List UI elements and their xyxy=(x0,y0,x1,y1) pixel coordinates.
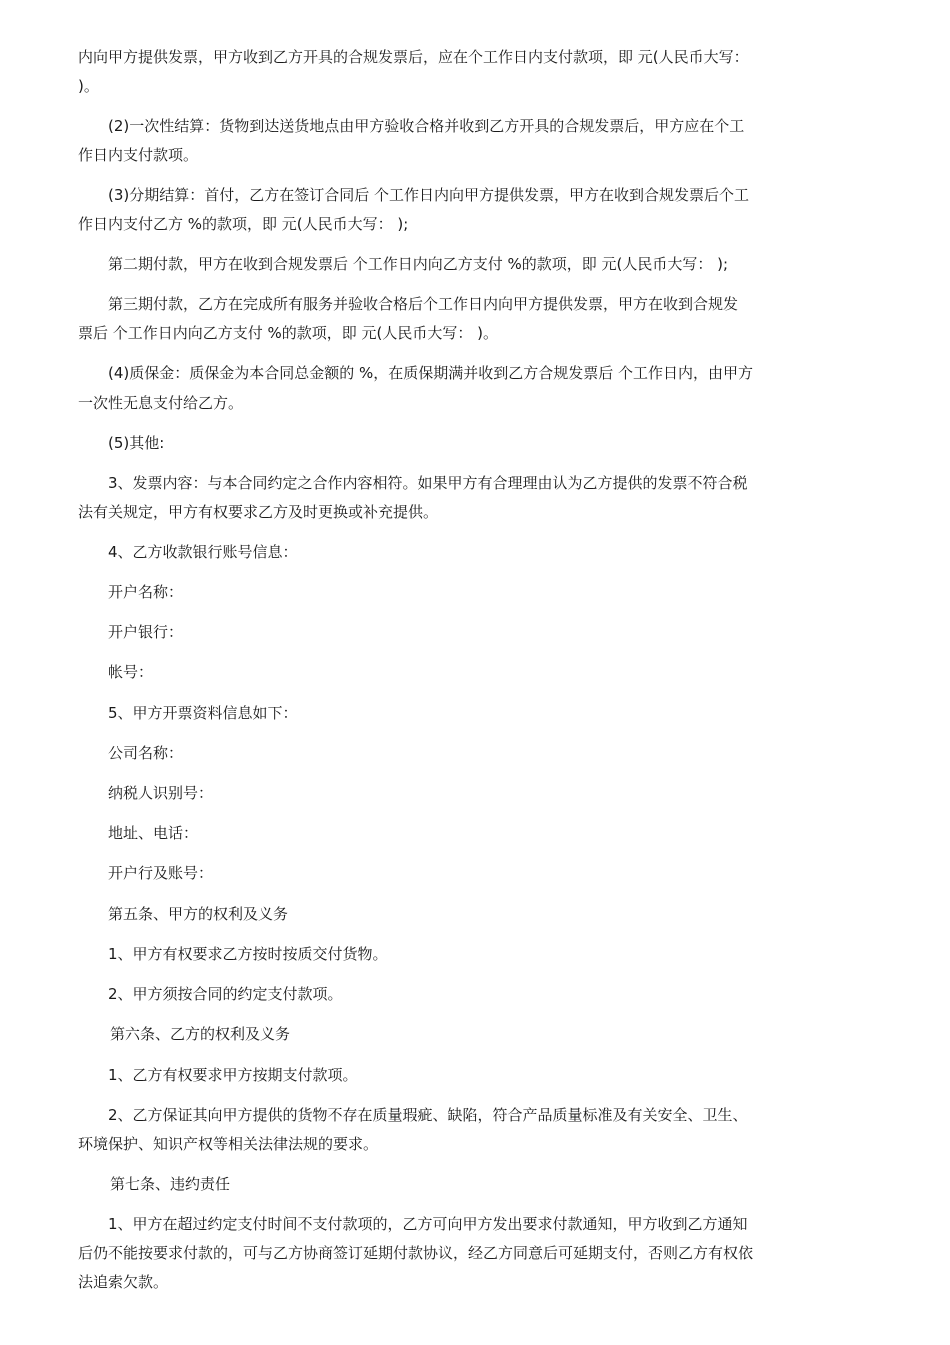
text-line: 一次性无息支付给乙方。 xyxy=(78,394,244,412)
section-heading: 第七条、违约责任 xyxy=(110,1175,231,1193)
text-line: 4、乙方收款银行账号信息： xyxy=(108,543,298,561)
text-line: 第二期付款，甲方在收到合规发票后 个工作日内向乙方支付 %的款项，即 元(人民币大写： ); xyxy=(108,255,729,273)
text-line: (2)一次性结算：货物到达送货地点由甲方验收合格并收到乙方开具的合规发票后，甲方应在个工 xyxy=(108,117,745,135)
text-line: 2、甲方须按合同的约定支付款项。 xyxy=(108,985,343,1003)
text-line: (3)分期结算：首付，乙方在签订合同后 个工作日内向甲方提供发票，甲方在收到合规发票后个工 xyxy=(108,186,750,204)
text-line: )。 xyxy=(78,77,99,95)
section-heading: 第五条、甲方的权利及义务 xyxy=(108,905,289,923)
text-line: 作日内支付款项。 xyxy=(78,146,199,164)
text-line: 第三期付款，乙方在完成所有服务并验收合格后个工作日内向甲方提供发票，甲方在收到合规发 xyxy=(108,295,739,313)
text-line: 地址、电话： xyxy=(108,824,199,842)
text-line: 法有关规定，甲方有权要求乙方及时更换或补充提供。 xyxy=(78,503,439,521)
text-line: 法追索欠款。 xyxy=(78,1273,169,1291)
text-line: 后仍不能按要求付款的，可与乙方协商签订延期付款协议，经乙方同意后可延期支付，否则乙方有权依 xyxy=(78,1244,754,1262)
text-line: 1、甲方有权要求乙方按时按质交付货物。 xyxy=(108,945,388,963)
text-line: 5、甲方开票资料信息如下： xyxy=(108,704,298,722)
text-line: 1、甲方在超过约定支付时间不支付款项的，乙方可向甲方发出要求付款通知，甲方收到乙方通知 xyxy=(108,1215,748,1233)
text-line: (5)其他: xyxy=(108,434,165,452)
text-line: 作日内支付乙方 %的款项，即 元(人民币大写： ); xyxy=(78,215,409,233)
text-line: 公司名称： xyxy=(108,744,184,762)
text-line: 票后 个工作日内向乙方支付 %的款项，即 元(人民币大写： )。 xyxy=(78,324,499,342)
text-line: 帐号： xyxy=(108,663,154,681)
text-line: 纳税人识别号： xyxy=(108,784,214,802)
text-line: 开户名称： xyxy=(108,583,184,601)
text-line: 开户行及账号： xyxy=(108,864,214,882)
text-line: 开户银行： xyxy=(108,623,184,641)
text-line: 2、乙方保证其向甲方提供的货物不存在质量瑕疵、缺陷，符合产品质量标准及有关安全、卫生、 xyxy=(108,1106,748,1124)
text-line: 环境保护、知识产权等相关法律法规的要求。 xyxy=(78,1135,379,1153)
section-heading: 第六条、乙方的权利及义务 xyxy=(110,1025,291,1043)
text-line: 3、发票内容：与本合同约定之合作内容相符。如果甲方有合理理由认为乙方提供的发票不符合税 xyxy=(108,474,748,492)
text-line: 1、乙方有权要求甲方按期支付款项。 xyxy=(108,1066,358,1084)
text-line: 内向甲方提供发票，甲方收到乙方开具的合规发票后，应在个工作日内支付款项，即 元(人民币大写： xyxy=(78,48,749,66)
text-line: (4)质保金：质保金为本合同总金额的 %，在质保期满并收到乙方合规发票后 个工作日内，由甲方 xyxy=(108,364,754,382)
